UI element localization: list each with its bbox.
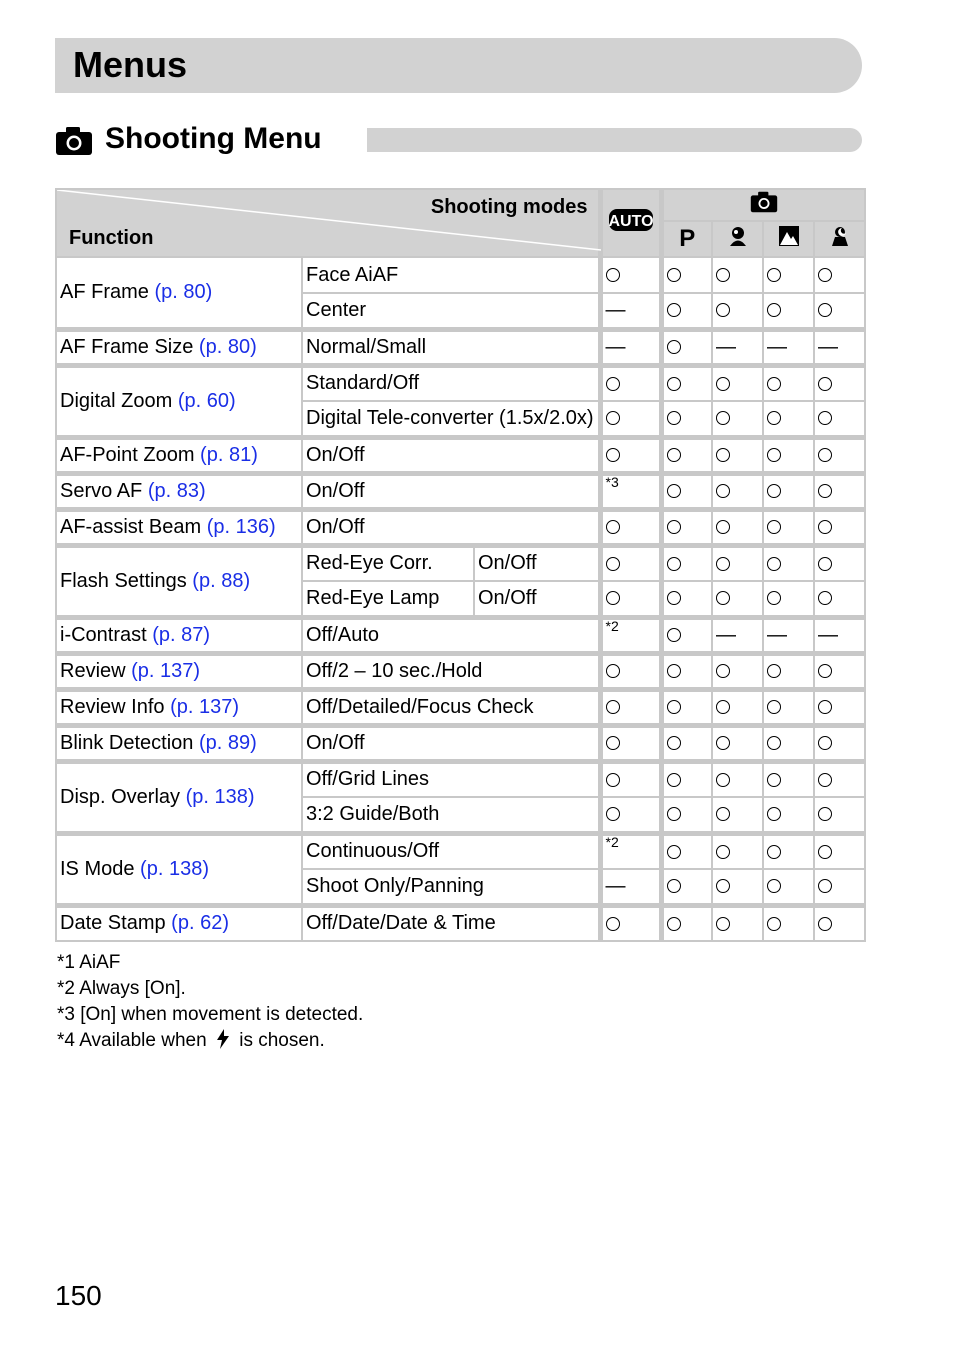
availability-cell [763,437,814,473]
availability-cell [763,401,814,437]
night-scene-icon [829,225,851,247]
availability-cell [600,293,661,329]
availability-cell [600,509,661,545]
mode-landscape-header [763,221,814,257]
available-mark [716,448,730,462]
page-reference-link[interactable]: (p. 89) [198,731,257,754]
available-mark [606,448,620,462]
available-mark [716,303,730,317]
portrait-icon [727,225,749,247]
page-reference-link[interactable]: (p. 138) [140,857,209,880]
function-name: AF Frame [60,280,149,303]
availability-cell [814,833,865,869]
function-name: AF-assist Beam [60,515,202,538]
availability-cell [763,545,814,581]
availability-cell [763,761,814,797]
availability-cell [600,869,661,905]
footnote-4 [57,1028,363,1054]
function-cell [56,761,302,833]
page-number: 150 [55,1280,102,1311]
setting-cell: Off/Grid Lines [302,761,600,797]
available-mark [667,879,681,893]
availability-cell [712,329,763,365]
available-mark [767,520,781,534]
available-mark [716,917,730,931]
available-mark [767,303,781,317]
available-mark [667,484,681,498]
availability-cell [661,833,712,869]
footnote-1: *1 AiAF [57,952,121,973]
availability-cell [600,401,661,437]
availability-cell [661,293,712,329]
availability-cell [814,869,865,905]
unavailable-mark: — [605,335,626,358]
function-name: Review Info [60,695,165,718]
available-mark [818,879,832,893]
available-mark [667,268,681,282]
function-cell [56,257,302,329]
page-reference-link[interactable]: (p. 60) [177,389,236,412]
available-mark [767,411,781,425]
section-bar [367,128,862,152]
availability-cell [712,833,763,869]
function-cell [56,329,302,365]
availability-cell [712,617,763,653]
available-mark [818,736,832,750]
availability-cell [763,365,814,401]
available-mark [606,807,620,821]
availability-cell [600,689,661,725]
availability-cell [814,365,865,401]
available-mark [767,700,781,714]
availability-cell [600,833,661,869]
setting-cell: On/Off [302,437,600,473]
availability-cell [600,257,661,293]
availability-cell [661,329,712,365]
unavailable-mark: — [716,623,737,646]
available-mark [667,664,681,678]
available-mark [606,520,620,534]
table-row [56,653,865,689]
section-header [55,120,862,162]
mode-portrait-header [712,221,763,257]
available-mark [716,879,730,893]
available-mark [606,377,620,391]
availability-cell [712,365,763,401]
function-cell [56,473,302,509]
title-banner [55,38,862,93]
available-mark [716,520,730,534]
table-row [56,905,865,941]
function-name: Review [60,659,126,682]
available-mark [767,448,781,462]
function-cell [56,365,302,437]
available-mark [667,628,681,642]
availability-cell [712,257,763,293]
availability-cell [814,725,865,761]
availability-cell [600,545,661,581]
function-name: IS Mode [60,857,135,880]
availability-cell [600,437,661,473]
availability-cell [661,257,712,293]
available-mark [716,845,730,859]
availability-cell [814,761,865,797]
available-mark [767,845,781,859]
function-name: AF Frame Size [60,335,194,358]
available-mark [606,917,620,931]
setting-cell: Off/Date/Date & Time [302,905,600,941]
function-cell [56,725,302,761]
availability-cell [814,581,865,617]
available-mark [716,807,730,821]
available-mark [667,411,681,425]
availability-cell [712,869,763,905]
header-function: Function [69,227,154,249]
page-reference-link[interactable]: (p. 87) [152,623,211,646]
table-row [56,617,865,653]
available-mark [767,484,781,498]
availability-cell [814,653,865,689]
page-reference-link[interactable]: (p. 88) [192,569,251,592]
availability-cell [600,653,661,689]
available-mark [818,377,832,391]
available-mark [716,484,730,498]
availability-cell [661,365,712,401]
available-mark [716,700,730,714]
availability-cell [712,581,763,617]
available-mark [767,807,781,821]
unavailable-mark: — [716,335,737,358]
landscape-icon [778,225,800,247]
availability-cell [763,653,814,689]
unavailable-mark: — [818,623,839,646]
available-mark [767,557,781,571]
table-row [56,509,865,545]
availability-cell [814,437,865,473]
available-mark [818,411,832,425]
availability-cell [814,329,865,365]
available-mark [716,268,730,282]
availability-cell [661,617,712,653]
function-name: AF-Point Zoom [60,443,195,466]
availability-cell [763,509,814,545]
available-mark [818,268,832,282]
function-cell [56,653,302,689]
availability-cell [600,905,661,941]
flash-icon [216,1029,230,1049]
function-name: i-Contrast [60,623,147,646]
footnote-mark: *3 [605,473,619,490]
availability-cell [661,545,712,581]
availability-cell [712,401,763,437]
available-mark [818,917,832,931]
available-mark [818,845,832,859]
available-mark [667,377,681,391]
available-mark [606,773,620,787]
availability-cell [712,653,763,689]
available-mark [606,664,620,678]
page-reference-link[interactable]: (p. 137) [131,659,201,682]
availability-cell [763,905,814,941]
available-mark [716,773,730,787]
availability-cell [661,869,712,905]
table-body [56,257,865,941]
available-mark [667,340,681,354]
availability-cell [600,797,661,833]
availability-cell [661,761,712,797]
available-mark [606,411,620,425]
availability-cell [661,905,712,941]
availability-cell [814,509,865,545]
availability-cell [712,689,763,725]
page-reference-link[interactable]: (p. 80) [198,335,257,358]
availability-cell [661,401,712,437]
available-mark [767,377,781,391]
available-mark [716,557,730,571]
available-mark [667,520,681,534]
page-reference-link[interactable]: (p. 81) [200,443,258,466]
availability-cell [763,617,814,653]
available-mark [606,736,620,750]
available-mark [716,377,730,391]
table-row [56,329,865,365]
availability-cell [600,365,661,401]
setting-cell: On/Off [302,473,600,509]
table-row [56,725,865,761]
function-cell [56,509,302,545]
footnote-4-pre: *4 Available when [57,1030,207,1051]
table-row [56,833,865,869]
availability-cell [814,905,865,941]
function-name: Date Stamp [60,912,166,935]
availability-cell [712,473,763,509]
availability-cell [814,617,865,653]
available-mark [818,448,832,462]
availability-cell [763,293,814,329]
footnote-2: *2 Always [On]. [57,978,186,999]
available-mark [716,411,730,425]
available-mark [716,591,730,605]
setting-cell: Red-Eye Corr. [302,545,474,581]
footnote-3: *3 [On] when movement is detected. [57,1004,364,1025]
availability-cell [814,293,865,329]
mode-p-header: P [661,221,712,257]
camera-modes-header [661,189,865,221]
availability-cell [814,689,865,725]
function-cell [56,545,302,617]
available-mark [818,520,832,534]
availability-cell [712,761,763,797]
available-mark [818,303,832,317]
setting-cell: On/Off [302,509,600,545]
page-reference-link[interactable]: (p. 136) [206,515,276,538]
available-mark [767,773,781,787]
availability-cell [763,725,814,761]
unavailable-mark: — [767,335,788,358]
availability-cell [600,761,661,797]
availability-cell [600,725,661,761]
availability-cell [600,617,661,653]
available-mark [667,591,681,605]
function-cell [56,437,302,473]
availability-cell [763,473,814,509]
availability-cell [600,581,661,617]
available-mark [667,736,681,750]
unavailable-mark: — [605,298,626,321]
auto-mode-icon [608,208,654,232]
function-name: Flash Settings [60,569,187,592]
available-mark [606,268,620,282]
table-row [56,689,865,725]
setting-cell: Standard/Off [302,365,600,401]
available-mark [767,591,781,605]
available-mark [667,448,681,462]
available-mark [667,557,681,571]
availability-cell [712,293,763,329]
available-mark [667,773,681,787]
available-mark [667,917,681,931]
availability-cell [814,257,865,293]
function-cell [56,689,302,725]
available-mark [767,917,781,931]
available-mark [818,484,832,498]
availability-cell [814,797,865,833]
available-mark [818,591,832,605]
page-reference-link[interactable]: (p. 80) [154,280,213,303]
availability-cell [600,329,661,365]
available-mark [667,845,681,859]
setting-cell: On/Off [302,725,600,761]
availability-cell [763,797,814,833]
setting-cell: Normal/Small [302,329,600,365]
available-mark [606,591,620,605]
availability-cell [661,581,712,617]
available-mark [667,303,681,317]
availability-cell [661,509,712,545]
setting-cell: Center [302,293,600,329]
function-cell [56,833,302,905]
available-mark [818,807,832,821]
table-row [56,761,865,797]
footnote-mark: *2 [605,834,619,851]
available-mark [667,807,681,821]
mode-auto-header [600,189,661,257]
function-name: Blink Detection [60,731,194,754]
availability-cell [763,689,814,725]
table-row [56,365,865,401]
availability-cell [814,473,865,509]
header-shooting-modes: Shooting modes [430,196,588,218]
footnote-mark: *2 [605,617,619,634]
availability-cell [763,257,814,293]
table-header-function [56,189,600,257]
availability-cell [814,401,865,437]
shooting-menu-table [55,188,866,942]
available-mark [716,664,730,678]
availability-cell [814,545,865,581]
available-mark [716,736,730,750]
available-mark [767,879,781,893]
camera-icon [55,126,93,156]
availability-cell [661,797,712,833]
availability-cell [661,473,712,509]
function-name: Disp. Overlay [60,785,181,808]
page-reference-link[interactable]: (p. 83) [147,479,206,502]
setting-cell: Continuous/Off [302,833,600,869]
availability-cell [712,797,763,833]
setting-cell: 3:2 Guide/Both [302,797,600,833]
section-title: Shooting Menu [105,122,322,155]
availability-cell [661,437,712,473]
function-name: Servo AF [60,479,143,502]
setting-cell: Off/Auto [302,617,600,653]
availability-cell [763,833,814,869]
setting-cell: Red-Eye Lamp [302,581,474,617]
footnotes [57,950,363,1054]
function-cell [56,617,302,653]
unavailable-mark: — [605,874,626,897]
availability-cell [661,653,712,689]
availability-cell [712,905,763,941]
camera-icon [750,191,778,213]
available-mark [767,736,781,750]
availability-cell [712,509,763,545]
page-reference-link[interactable]: (p. 137) [170,695,239,718]
available-mark [818,773,832,787]
page-title: Menus [73,44,188,85]
available-mark [606,557,620,571]
footnote-4-post: is chosen. [239,1030,325,1051]
setting-value-cell: On/Off [474,581,600,617]
table-row [56,257,865,293]
available-mark [767,664,781,678]
unavailable-mark: — [767,623,788,646]
availability-cell [600,473,661,509]
availability-cell [763,329,814,365]
availability-cell [661,725,712,761]
setting-cell: Shoot Only/Panning [302,869,600,905]
page-reference-link[interactable]: (p. 62) [171,912,229,935]
available-mark [818,700,832,714]
function-name: Digital Zoom [60,389,173,412]
availability-cell [712,437,763,473]
table-row [56,437,865,473]
availability-cell [763,581,814,617]
page-reference-link[interactable]: (p. 138) [185,785,255,808]
table-row [56,473,865,509]
availability-cell [661,689,712,725]
available-mark [818,664,832,678]
available-mark [667,700,681,714]
setting-cell: Digital Tele-converter (1.5x/2.0x) [302,401,600,437]
setting-cell: Off/Detailed/Focus Check [302,689,600,725]
availability-cell [712,545,763,581]
svg-text:AUTO: AUTO [608,213,654,230]
table-row [56,545,865,581]
availability-cell [712,725,763,761]
unavailable-mark: — [818,335,839,358]
setting-cell: Face AiAF [302,257,600,293]
availability-cell [763,869,814,905]
available-mark [767,268,781,282]
mode-night-header [814,221,865,257]
setting-value-cell: On/Off [474,545,600,581]
available-mark [818,557,832,571]
function-cell [56,905,302,941]
setting-cell: Off/2 – 10 sec./Hold [302,653,600,689]
available-mark [606,700,620,714]
